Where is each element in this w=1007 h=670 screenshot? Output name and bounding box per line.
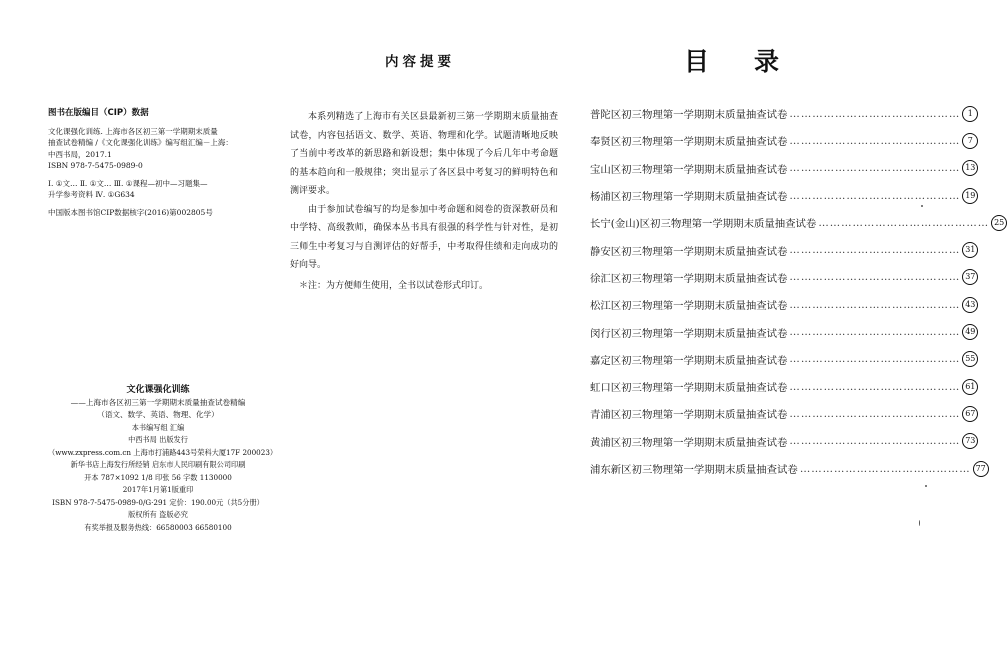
scan-speck <box>921 205 923 207</box>
cip-record: 中国版本图书馆CIP数据核字(2016)第002805号 <box>48 207 213 217</box>
toc-entry-title: 浦东新区初三物理第一学期期末质量抽查试卷 <box>590 464 798 476</box>
toc-entry <box>590 209 1005 236</box>
toc-entry-title: 普陀区初三物理第一学期期末质量抽查试卷 <box>590 109 788 122</box>
toc-leader-dots: ……………………………………… <box>818 216 990 229</box>
colophon-subtitle: ——上海市各区初三第一学期期末质量抽查试卷精编 <box>70 397 246 407</box>
colophon-specs: 开本 787×1092 1/8 印张 56 字数 1130000 <box>84 472 232 482</box>
toc-page-number: 37 <box>962 269 978 285</box>
toc-entry-title: 闵行区初三物理第一学期期末质量抽查试卷 <box>590 327 788 340</box>
toc-entry <box>590 291 976 318</box>
toc-entry <box>590 400 976 427</box>
toc-page-number: 67 <box>962 406 978 422</box>
intro-note: ＊注：为方便师生使用，全书以试卷形式印订。 <box>299 280 489 291</box>
cip-classification: Ⅰ. ①文… Ⅱ. ①文… Ⅲ. ①课程—初中—习题集— <box>48 178 208 188</box>
toc-entry <box>590 236 976 263</box>
toc-leader-dots: ……………………………………… <box>789 189 961 202</box>
toc-leader-dots: ……………………………………… <box>789 271 961 284</box>
toc-entry-title: 长宁(金山)区初三物理第一学期期末质量抽查试卷 <box>590 218 817 231</box>
colophon <box>48 384 278 534</box>
colophon-hotline: 有奖举报及服务热线：66580003 66580100 <box>84 522 232 532</box>
intro-paragraph: 本系列精选了上海市有关区县最新初三第一学期期末质量抽查试卷，内容包括语文、数学、英语、物理和化学。试题清晰地反映了当前中考改革的新思路和新设想；集中体现了今后几年中考命题的基本趋向和一般规律；突出显示了各区县中考复习的鲜明特色和测评要求。 <box>290 112 558 196</box>
toc-leader-dots: ……………………………………… <box>789 107 961 120</box>
toc-entry-title: 宝山区初三物理第一学期期末质量抽查试卷 <box>590 163 788 176</box>
toc-leader-dots: ……………………………………… <box>789 407 961 420</box>
toc-leader-dots: ……………………………………… <box>789 380 961 393</box>
toc-entry-title: 松江区初三物理第一学期期末质量抽查试卷 <box>590 300 788 313</box>
toc-entry-title: 徐汇区初三物理第一学期期末质量抽查试卷 <box>590 272 788 285</box>
cip-heading: 图书在版编目（CIP）数据 <box>48 108 149 118</box>
toc-entry-title: 黄浦区初三物理第一学期期末质量抽查试卷 <box>590 436 788 449</box>
toc-entry-title: 静安区初三物理第一学期期末质量抽查试卷 <box>590 245 788 258</box>
toc-entry <box>590 318 976 345</box>
cip-line: 中西书局，2017.1 <box>48 149 112 159</box>
toc-page-number: 31 <box>962 242 978 258</box>
toc-page-number: 43 <box>962 297 978 313</box>
toc-page-number: 55 <box>962 351 978 367</box>
toc-leader-dots: ……………………………………… <box>789 162 961 175</box>
colophon-subjects: （语文、数学、英语、物理、化学） <box>97 410 219 419</box>
toc-list <box>590 100 1005 482</box>
toc-entry <box>590 455 986 482</box>
toc-page-number: 13 <box>962 160 978 176</box>
cip-line: ISBN 978-7-5475-0989-0 <box>48 161 143 170</box>
toc-entry <box>590 100 973 127</box>
scan-speck <box>919 520 920 526</box>
intro-body <box>290 108 558 295</box>
toc-entry-title: 嘉定区初三物理第一学期期末质量抽查试卷 <box>590 354 788 367</box>
scan-speck <box>925 485 927 487</box>
toc-entry <box>590 155 976 182</box>
toc-page-number: 77 <box>973 461 989 477</box>
intro-paragraph: 由于参加试卷编写的均是参加中考命题和阅卷的资深教研员和中学特、高级教师，确保本丛书具有很强的科学性与针对性，是初三师生中考复习与自测评估的好帮手，中考取得佳绩和走向成功的好向导。 <box>290 204 558 270</box>
toc-entry-title: 奉贤区初三物理第一学期期末质量抽查试卷 <box>590 136 788 149</box>
toc-page-number: 25 <box>991 215 1007 231</box>
toc-entry <box>590 127 973 154</box>
cip-line: 抽查试卷精编 /《文化课强化训练》编写组汇编－上海： <box>48 138 233 147</box>
colophon-publisher: 中西书局 出版发行 <box>128 435 188 444</box>
toc-page-number: 7 <box>962 133 978 149</box>
series-title: 文化课强化训练 <box>126 385 190 395</box>
toc-leader-dots: ……………………………………… <box>789 244 961 257</box>
toc-page-number: 61 <box>962 379 978 395</box>
cip-line: 文化课强化训练. 上海市各区初三第一学期期末质量 <box>48 126 218 136</box>
colophon-address: （www.zxpress.com.cn 上海市打浦路443号荣科大厦17F 200023） <box>48 447 278 457</box>
toc-entry <box>590 182 976 209</box>
toc-entry <box>590 373 976 400</box>
toc-leader-dots: ……………………………………… <box>799 462 971 475</box>
cip-block <box>48 108 288 218</box>
toc-entry-title: 青浦区初三物理第一学期期末质量抽查试卷 <box>590 409 788 422</box>
toc-leader-dots: ……………………………………… <box>789 435 961 448</box>
toc-entry <box>590 346 976 373</box>
colophon-isbn-price: ISBN 978-7-5475-0989-0/G·291 定价：190.00元（共5分册） <box>52 497 264 507</box>
toc-leader-dots: ……………………………………… <box>789 298 961 311</box>
toc-title: 目录 <box>684 47 825 76</box>
intro-title: 内容提要 <box>385 54 455 70</box>
cip-classification: 升学参考资料 Ⅳ. ①G634 <box>48 190 135 199</box>
toc-leader-dots: ……………………………………… <box>789 353 961 366</box>
toc-entry <box>590 428 976 455</box>
colophon-rights: 版权所有 盗版必究 <box>128 510 188 519</box>
toc-page-number: 49 <box>962 324 978 340</box>
toc-entry <box>590 264 976 291</box>
colophon-editor: 本书编写组 汇编 <box>131 422 185 432</box>
colophon-edition: 2017年1月第1版重印 <box>122 485 194 494</box>
toc-entry-title: 杨浦区初三物理第一学期期末质量抽查试卷 <box>590 191 788 204</box>
toc-page-number: 73 <box>962 433 978 449</box>
toc-page-number: 19 <box>962 188 978 204</box>
toc-leader-dots: ……………………………………… <box>789 326 961 339</box>
toc-leader-dots: ……………………………………… <box>789 134 961 147</box>
toc-entry-title: 虹口区初三物理第一学期期末质量抽查试卷 <box>590 382 788 395</box>
toc-page-number: 1 <box>962 106 978 122</box>
colophon-printer: 新华书店上海发行所经销 启东市人民印刷有限公司印刷 <box>70 460 246 469</box>
